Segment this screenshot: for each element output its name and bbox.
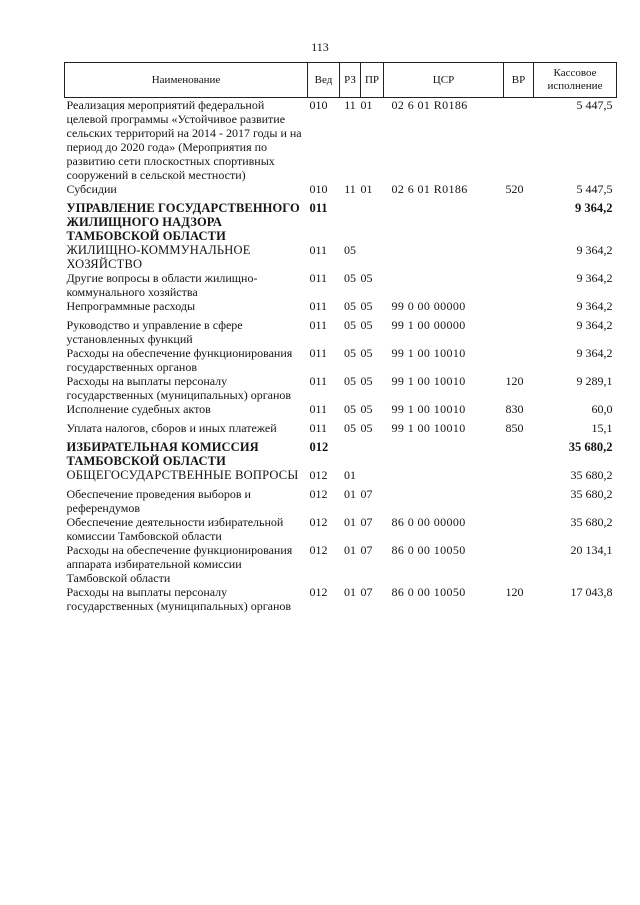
cell-name: Субсидии (66, 182, 117, 196)
cell-name: Руководство и управление в сфере установленных функций (66, 318, 243, 346)
table-row (65, 421, 617, 440)
cell-csr: 99 1 00 00000 (391, 318, 466, 332)
page-number: 113 (311, 40, 329, 54)
cell-pr: 05 (360, 374, 373, 388)
cell-rz (340, 201, 361, 243)
cell-amount: 9 364,2 (576, 318, 613, 332)
cell-csr: 02 6 01 R0186 (391, 182, 468, 196)
cell-csr (384, 243, 504, 271)
cell-ved: 011 (309, 421, 328, 435)
cell-csr: 02 6 01 R0186 (391, 98, 468, 112)
cell-pr (361, 468, 384, 487)
cell-vr: 850 (505, 421, 524, 435)
cell-vr (504, 440, 534, 468)
cell-vr: 120 (505, 585, 524, 599)
table-row (65, 487, 617, 515)
cell-name: Обеспечение деятельности избирательной комиссии Тамбовской области (66, 515, 284, 543)
cell-vr (504, 318, 534, 346)
cell-rz: 05 (344, 271, 356, 285)
cell-rz: 01 (344, 515, 356, 529)
cell-ved: 011 (309, 201, 328, 215)
cell-rz: 11 (344, 98, 356, 112)
cell-amount: 60,0 (591, 402, 613, 416)
cell-amount: 15,1 (591, 421, 613, 435)
cell-name: Непрограммные расходы (66, 299, 196, 313)
cell-pr: 01 (360, 182, 373, 196)
table-header-row (65, 63, 617, 98)
cell-name: ИЗБИРАТЕЛЬНАЯ КОМИССИЯ ТАМБОВСКОЙ ОБЛАСТИ (66, 440, 259, 468)
cell-vr (504, 299, 534, 318)
cell-rz: 05 (344, 299, 356, 313)
table-row (65, 318, 617, 346)
cell-rz: 05 (344, 346, 356, 360)
cell-ved: 011 (309, 402, 328, 416)
cell-rz: 05 (344, 421, 356, 435)
cell-rz: 05 (344, 318, 356, 332)
cell-ved: 011 (309, 243, 328, 257)
cell-vr (504, 468, 534, 487)
cell-pr: 05 (360, 346, 373, 360)
cell-pr: 07 (360, 585, 373, 599)
cell-name: Расходы на выплаты персоналу государственных (муниципальных) органов (66, 374, 292, 402)
cell-rz: 05 (344, 243, 356, 257)
budget-table (64, 62, 617, 613)
cell-name: ОБЩЕГОСУДАРСТВЕННЫЕ ВОПРОСЫ (66, 468, 299, 482)
header-csr: ЦСР (384, 63, 504, 98)
table-row (65, 346, 617, 374)
cell-name: Обеспечение проведения выборов и референдумов (66, 487, 251, 515)
cell-ved: 012 (309, 585, 328, 599)
cell-name: Реализация мероприятий федеральной целевой программы «Устойчивое развитие сельских территорий на 2014 - 2017 годы и на период до 2020 года» (Мероприятия по развитию сети плоскостных спортивных сооружений в сельской местности) (66, 98, 302, 182)
cell-name: Расходы на обеспечение функционирования государственных органов (66, 346, 293, 374)
cell-ved: 011 (309, 271, 328, 285)
cell-amount: 9 364,2 (576, 299, 613, 313)
cell-vr (504, 487, 534, 515)
cell-ved: 010 (309, 182, 328, 196)
cell-pr: 07 (360, 543, 373, 557)
cell-rz: 05 (344, 374, 356, 388)
cell-csr (384, 201, 504, 243)
table-row (65, 543, 617, 585)
table-row (65, 182, 617, 201)
cell-amount: 9 364,2 (576, 271, 613, 285)
table-row (65, 515, 617, 543)
cell-amount: 35 680,2 (570, 468, 613, 482)
table-row (65, 374, 617, 402)
cell-amount: 5 447,5 (576, 182, 613, 196)
cell-pr: 05 (360, 271, 373, 285)
cell-amount: 35 680,2 (570, 487, 613, 501)
cell-amount: 35 680,2 (570, 515, 613, 529)
cell-vr (504, 515, 534, 543)
cell-pr: 05 (360, 318, 373, 332)
cell-rz: 01 (344, 543, 356, 557)
cell-ved: 012 (309, 468, 328, 482)
cell-pr: 05 (360, 402, 373, 416)
cell-name: УПРАВЛЕНИЕ ГОСУДАРСТВЕННОГО ЖИЛИЩНОГО НАДЗОРА ТАМБОВСКОЙ ОБЛАСТИ (66, 201, 300, 243)
cell-name: Другие вопросы в области жилищно-коммунального хозяйства (66, 271, 258, 299)
cell-csr: 99 1 00 10010 (391, 346, 466, 360)
cell-vr (504, 243, 534, 271)
cell-amount: 20 134,1 (570, 543, 613, 557)
cell-rz: 01 (344, 468, 356, 482)
header-vr: ВР (504, 63, 534, 98)
cell-name: Расходы на выплаты персоналу государственных (муниципальных) органов (66, 585, 292, 613)
cell-ved: 010 (309, 98, 328, 112)
organization-row (65, 201, 617, 243)
cell-amount: 9 364,2 (576, 346, 613, 360)
cell-name: Исполнение судебных актов (66, 402, 211, 416)
cell-csr: 99 0 00 00000 (391, 299, 466, 313)
header-ved: Вед (308, 63, 340, 98)
cell-vr (504, 201, 534, 243)
cell-csr: 99 1 00 10010 (391, 421, 466, 435)
cell-rz: 01 (344, 487, 356, 501)
cell-pr: 05 (360, 421, 373, 435)
table-row (65, 299, 617, 318)
cell-amount: 9 364,2 (576, 243, 613, 257)
table-row (65, 402, 617, 421)
cell-csr (384, 468, 504, 487)
cell-ved: 012 (309, 440, 329, 454)
cell-pr: 01 (360, 98, 373, 112)
cell-amount: 5 447,5 (576, 98, 613, 112)
cell-rz (340, 440, 361, 468)
cell-amount: 9 364,2 (575, 201, 613, 215)
cell-rz: 05 (344, 402, 356, 416)
cell-ved: 012 (309, 515, 328, 529)
table-row (65, 271, 617, 299)
cell-ved: 011 (309, 299, 328, 313)
header-pr: ПР (361, 63, 384, 98)
cell-amount: 17 043,8 (570, 585, 613, 599)
cell-csr: 99 1 00 10010 (391, 374, 466, 388)
cell-pr (361, 440, 384, 468)
header-name: Наименование (65, 63, 308, 98)
cell-csr (384, 487, 504, 515)
cell-pr: 07 (360, 487, 373, 501)
table-body (65, 98, 617, 614)
cell-name: Уплата налогов, сборов и иных платежей (66, 421, 277, 435)
header-rz: РЗ (340, 63, 361, 98)
cell-csr: 86 0 00 10050 (391, 585, 466, 599)
header-amount: Кассовое исполнение (534, 63, 617, 98)
cell-vr: 830 (505, 402, 524, 416)
cell-pr (361, 243, 384, 271)
cell-rz: 01 (344, 585, 356, 599)
cell-vr (504, 543, 534, 585)
cell-ved: 011 (309, 346, 328, 360)
cell-vr: 120 (505, 374, 524, 388)
cell-name: ЖИЛИЩНО-КОММУНАЛЬНОЕ ХОЗЯЙСТВО (66, 243, 251, 271)
cell-name: Расходы на обеспечение функционирования аппарата избирательной комиссии Тамбовской области (66, 543, 293, 585)
section-row (65, 468, 617, 487)
cell-rz: 11 (344, 182, 356, 196)
cell-csr: 99 1 00 10010 (391, 402, 466, 416)
cell-csr: 86 0 00 10050 (391, 543, 466, 557)
cell-ved: 011 (309, 318, 328, 332)
cell-pr: 05 (360, 299, 373, 313)
table-row (65, 585, 617, 613)
cell-vr (504, 98, 534, 183)
organization-row (65, 440, 617, 468)
cell-amount: 35 680,2 (568, 440, 613, 454)
cell-vr (504, 346, 534, 374)
cell-csr: 86 0 00 00000 (391, 515, 466, 529)
cell-vr: 520 (505, 182, 524, 196)
cell-ved: 012 (309, 487, 328, 501)
cell-ved: 012 (309, 543, 328, 557)
cell-pr (361, 201, 384, 243)
cell-ved: 011 (309, 374, 328, 388)
cell-csr (384, 271, 504, 299)
cell-csr (384, 440, 504, 468)
cell-pr: 07 (360, 515, 373, 529)
table-row (65, 98, 617, 183)
cell-amount: 9 289,1 (576, 374, 613, 388)
section-row (65, 243, 617, 271)
cell-vr (504, 271, 534, 299)
